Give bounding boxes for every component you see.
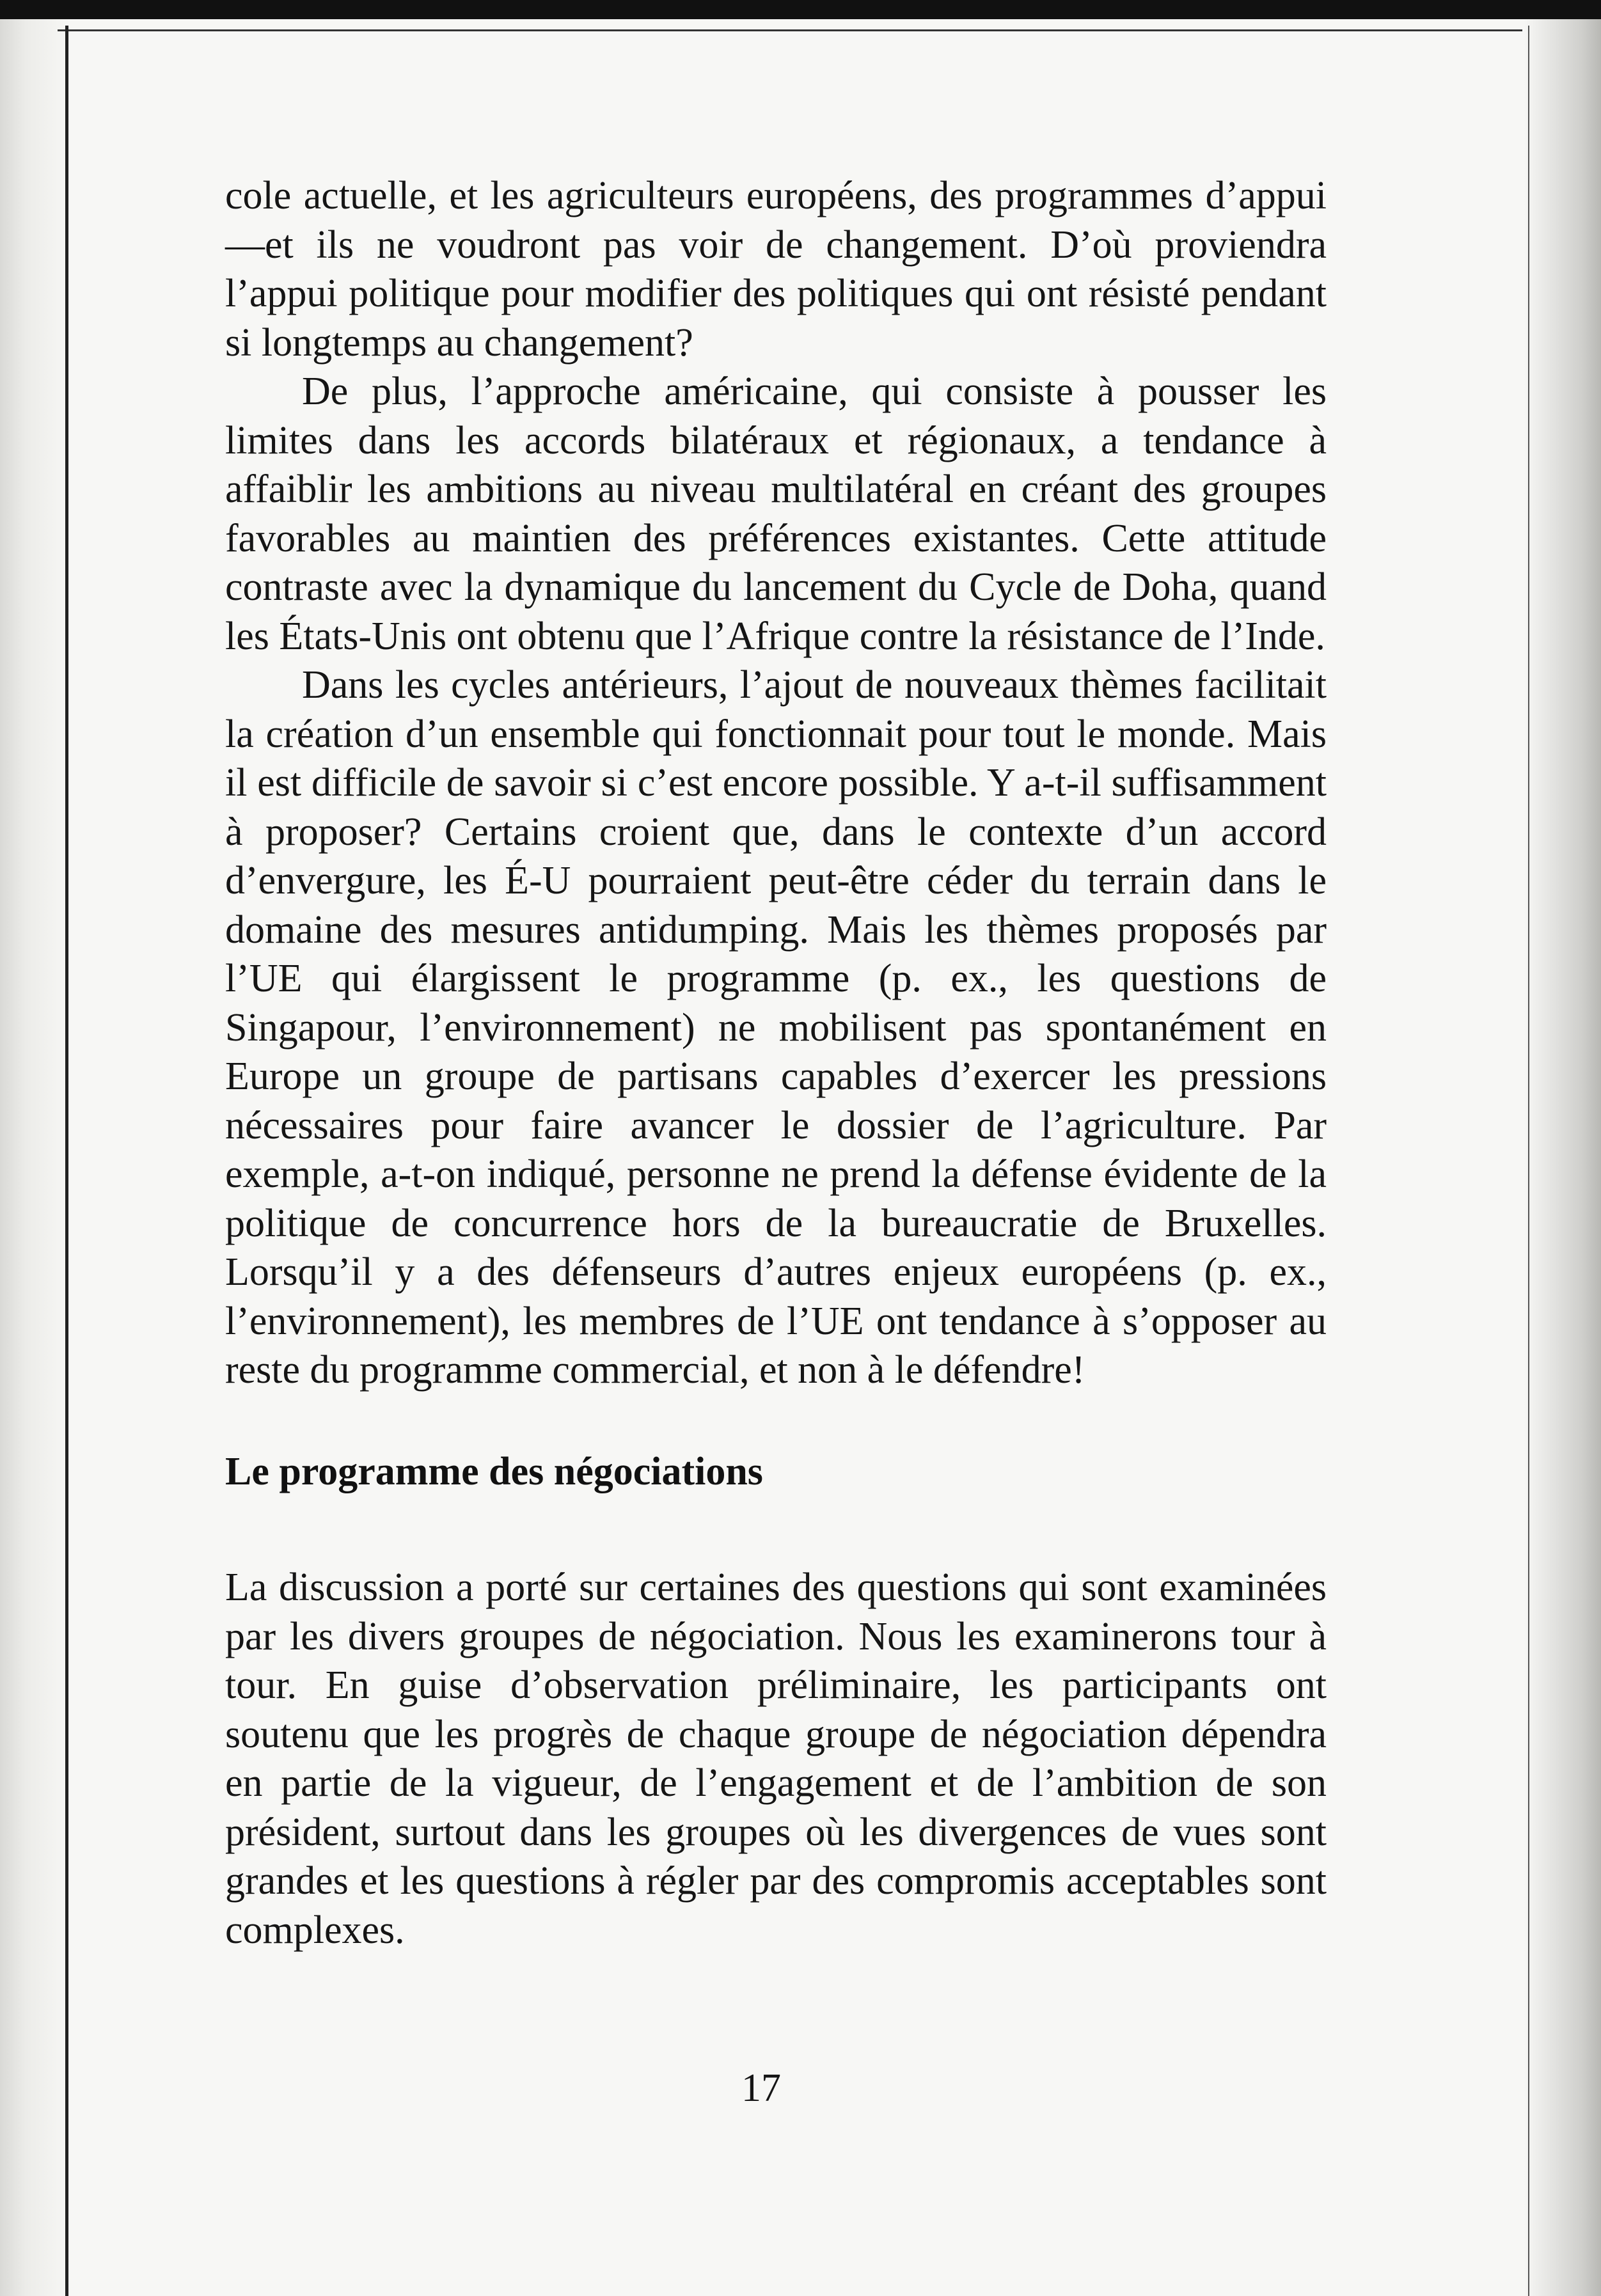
- paragraph-continuation: cole actuelle, et les agriculteurs européens, des programmes d’appui—et ils ne voudront pas voir de changement. D’où proviendra l’appui politique pour modifier des politiques qui ont résisté pendant si longtemps au changement?: [225, 174, 1327, 365]
- scan-left-rule: [65, 26, 68, 2296]
- page-number: 17: [741, 2066, 781, 2110]
- scan-top-border: [0, 0, 1601, 19]
- scan-right-rule: [1528, 26, 1529, 2296]
- paragraph-negotiation-agenda: La discussion a porté sur certaines des questions qui sont examinées par les divers groupes de négociation. Nous les examinerons tour à tour. En guise d’observation préliminaire, les participants ont soutenu que les progrès de chaque groupe de négociation dépendra en partie de la vigueur, de l’engagement et de l’ambition de son président, surtout dans les groupes où les divergences de vues sont grandes et les questions à régler par des compromis acceptables sont complexes.: [225, 1566, 1327, 1952]
- paragraph-previous-cycles: Dans les cycles antérieurs, l’ajout de nouveaux thèmes facilitait la création d’un ensemble qui fonctionnait pour tout le monde. Mais il est difficile de savoir si c’est encore possible. Y a-t-il suffisamment à proposer? Certains croient que, dans le contexte d’un accord d’envergure, les É-U pourraient peut-être céder du terrain dans le domaine des mesures antidumping. Mais les thèmes proposés par l’UE qui élargissent le programme (p. ex., les questions de Singapour, l’environnement) ne mobilisent pas spontanément en Europe un groupe de partisans capables d’exercer les pressions nécessaires pour faire avancer le dossier de l’agriculture. Par exemple, a-t-on indiqué, personne ne prend la défense évidente de la politique de concurrence hors de la bureaucratie de Bruxelles. Lorsqu’il y a des défenseurs d’autres enjeux européens (p. ex., l’environnement), les membres de l’UE ont tendance à s’opposer au reste du programme commercial, et non à le défendre!: [225, 663, 1327, 1392]
- section-heading: Le programme des négociations: [225, 1449, 763, 1493]
- scan-top-rule: [58, 29, 1522, 31]
- body-text: [225, 171, 1327, 1954]
- scan-binding-shadow: [0, 0, 70, 2296]
- paragraph-us-approach: De plus, l’approche américaine, qui consiste à pousser les limites dans les accords bilatéraux et régionaux, a tendance à affaiblir les ambitions au niveau multilatéral en créant des groupes favorables au maintien des préférences existantes. Cette attitude contraste avec la dynamique du lancement du Cycle de Doha, quand les États-Unis ont obtenu que l’Afrique contre la résistance de l’Inde.: [225, 370, 1327, 658]
- scan-right-edge-shadow: [1524, 0, 1601, 2296]
